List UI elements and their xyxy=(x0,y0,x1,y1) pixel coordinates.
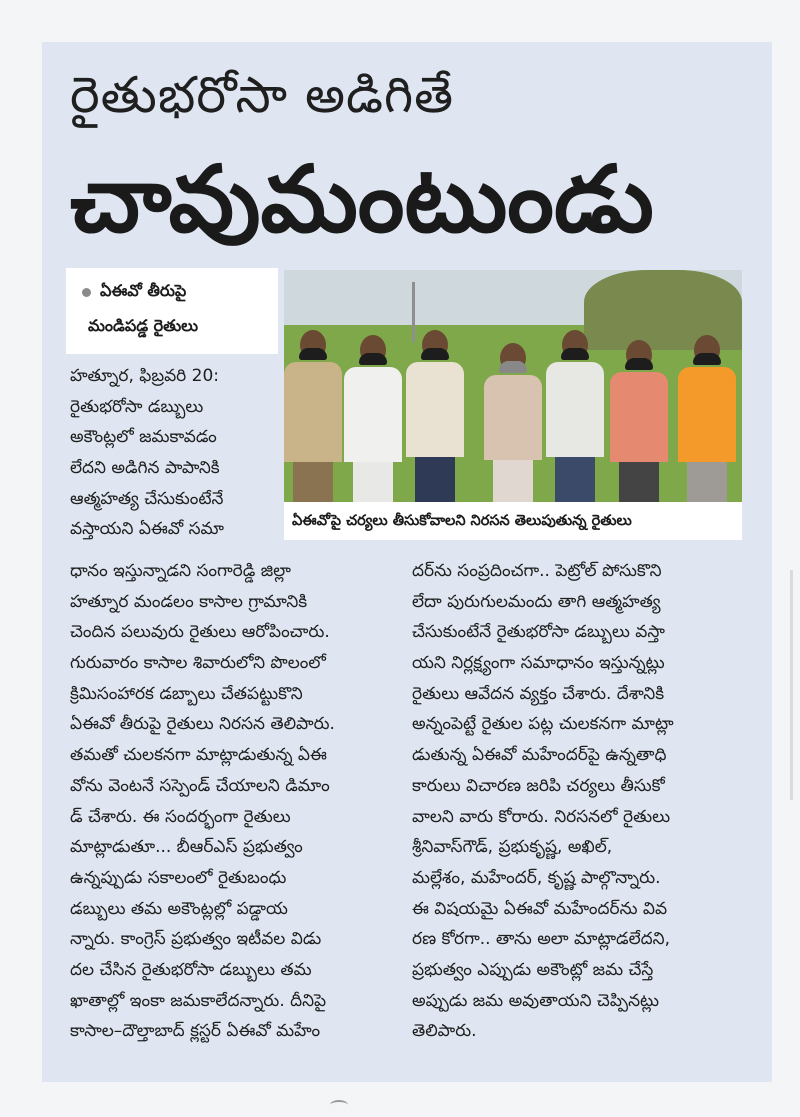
photo-farmer-7 xyxy=(678,353,736,502)
article-line: లేదా పురుగులమందు తాగి ఆత్మహత్య xyxy=(412,591,661,612)
kicker-box xyxy=(66,268,278,354)
article-line: శ్రీనివాస్‌గౌడ్, ప్రభుకృష్ణ, అఖిల్, xyxy=(412,837,613,858)
article-column-left xyxy=(70,556,395,1047)
article-line: గురువారం కాసాల శివారులోని పొలంలో xyxy=(70,653,326,674)
article-line: వస్తాయని ఏఈవో సమా xyxy=(70,519,224,540)
article-line: మాట్లాడుతూ... బీఆర్ఎస్ ప్రభుత్వం xyxy=(70,837,303,858)
photo-farmer-1 xyxy=(284,348,342,502)
article-line: దర్‌ను సంప్రదించగా.. పెట్రోల్ పోసుకొని xyxy=(412,561,662,581)
article-line: కాసాల–దౌల్తాబాద్ క్లస్టర్ ఏఈవో మహేం xyxy=(70,1021,321,1042)
article-line: న్నారు. కాంగ్రెస్ ప్రభుత్వం ఇటీవల విడు xyxy=(70,929,322,950)
page-fold-mark xyxy=(330,1100,348,1110)
photo-caption: ఏఈవోపై చర్యలు తీసుకోవాలని నిరసన తెలుపుతున్న రైతులు xyxy=(284,502,742,540)
article-line: రైతుభరోసా డబ్బులు xyxy=(70,396,204,417)
article-line: ధానం ఇస్తున్నాడని సంగారెడ్డి జిల్లా xyxy=(70,561,291,581)
article-line: డుతున్న ఏఈవో మహేందర్‌పై ఉన్నతాధి xyxy=(412,745,667,766)
article-line: వాలని వారు కోరారు. నిరసనలో రైతులు xyxy=(412,806,671,827)
article-line: తమతో చులకనగా మాట్లాడుతున్న ఏఈ xyxy=(70,745,327,766)
article-line: హత్నూర మండలం కాసాల గ్రామానికి xyxy=(70,591,308,612)
kicker-line-2: మండిపడ్డ రైతులు xyxy=(88,316,199,335)
photo-electric-pole xyxy=(412,282,415,342)
article-line: ఏఈవో తీరుపై రైతులు నిరసన తెలిపారు. xyxy=(70,714,335,735)
article-line: రైతులు ఆవేదన వ్యక్తం చేశారు. దేశానికి xyxy=(412,683,665,704)
photo-farmer-5 xyxy=(546,348,604,502)
article-column-left-top xyxy=(70,361,280,545)
article-line: రణ కోరగా.. తాను అలా మాట్లాడలేదని, xyxy=(412,929,671,950)
article-line: యని నిర్లక్ష్యంగా సమాధానం ఇస్తున్నట్లు xyxy=(412,653,665,674)
article-line: క్రిమిసంహారక డబ్బాలు చేతపట్టుకొని xyxy=(70,683,303,704)
headline-line-1: రైతుభరోసా అడిగితే xyxy=(70,66,455,124)
bullet-dot-icon xyxy=(82,288,91,297)
article-line: ఉన్నప్పుడు సకాలంలో రైతుబంధు xyxy=(70,867,287,888)
adjacent-page-edge xyxy=(790,570,793,800)
article-line: డబ్బులు తమ అకౌంట్లల్లో పడ్డాయ xyxy=(70,898,288,919)
article-line: కారులు విచారణ జరిపి చర్యలు తీసుకో xyxy=(412,775,665,796)
article-line: ప్రభుత్వం ఎప్పుడు అకౌంట్లో జమ చేస్తే xyxy=(412,959,654,980)
article-line: వోను వెంటనే సస్పెండ్ చేయాలని డిమాం xyxy=(70,775,330,796)
article-line: లేదని అడిగిన పాపానికి xyxy=(70,458,220,479)
article-line: హత్నూర, ఫిబ్రవరి 20: xyxy=(70,366,220,386)
article-column-right xyxy=(412,556,742,1047)
article-line: ఆత్మహత్య చేసుకుంటేనే xyxy=(70,488,224,509)
news-photo-farmers xyxy=(284,270,742,502)
article-line: చెందిన పలువురు రైతులు ఆరోపించారు. xyxy=(70,622,330,643)
article-line: ఈ విషయమై ఏఈవో మహేందర్‌ను వివ xyxy=(412,898,668,919)
article-line: అప్పుడు జమ అవుతాయని చెప్పినట్లు xyxy=(412,990,660,1011)
article-line: మల్లేశం, మహేందర్, కృష్ణ పాల్గొన్నారు. xyxy=(412,867,661,888)
photo-farmer-3 xyxy=(406,348,464,502)
photo-farmer-4 xyxy=(484,361,542,502)
article-line: డ్ చేశారు. ఈ సందర్భంగా రైతులు xyxy=(70,806,291,827)
article-line: చేసుకుంటేనే రైతుభరోసా డబ్బులు వస్తా xyxy=(412,622,665,643)
article-line: దల చేసిన రైతుభరోసా డబ్బులు తమ xyxy=(70,959,312,980)
photo-farmer-6 xyxy=(610,358,668,502)
headline-line-2: చావుమంటుండు xyxy=(70,146,654,253)
article-line: అన్నంపెట్టే రైతుల పట్ల చులకనగా మాట్లా xyxy=(412,714,674,735)
kicker-line-1: ఏఈవో తీరుపై xyxy=(100,281,187,300)
photo-farmer-2 xyxy=(344,353,402,502)
article-line: అకౌంట్లలో జమకావడం xyxy=(70,427,217,448)
article-line: తెలిపారు. xyxy=(412,1021,477,1042)
photo-trees xyxy=(584,270,742,350)
article-line: ఖాతాల్లో ఇంకా జమకాలేదన్నారు. దీనిపై xyxy=(70,990,327,1011)
